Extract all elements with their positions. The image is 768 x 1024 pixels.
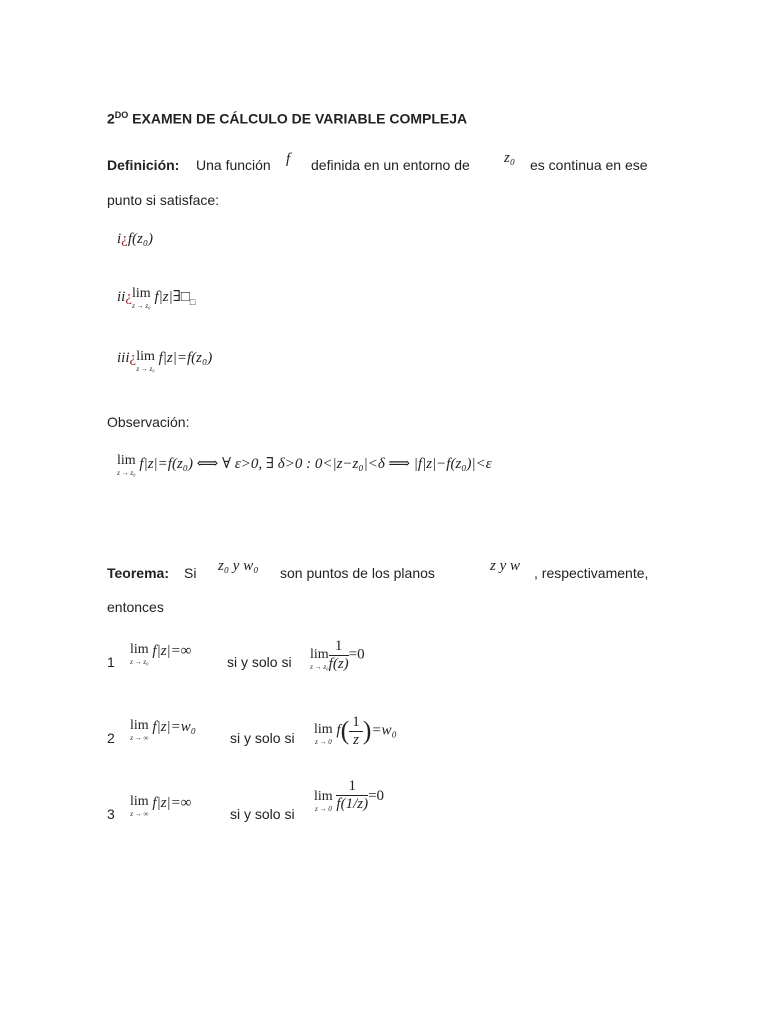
definition-z0: z₀ xyxy=(504,150,516,166)
item-number: 2 xyxy=(107,730,115,746)
item-1-iff: si y solo si xyxy=(227,654,292,670)
observation-formula: lim z → z₀ f|z|=f(z₀) ⟺ ∀ ε>0, ∃ δ>0 : 0<|z−z₀|<δ ⟹ |f|z|−f(z₀)|<ε xyxy=(117,453,492,477)
theorem-label: Teorema: xyxy=(107,565,169,581)
definition-label: Definición: xyxy=(107,157,180,173)
theorem-text-2: son puntos de los planos xyxy=(280,565,435,581)
item-3-rhs: lim z → 0 $\frac{1}{f(1/z)}$ =0 xyxy=(314,778,385,813)
theorem-text-3: , respectivamente, xyxy=(534,565,649,581)
item-1-lhs: lim z → z₀ f|z|=∞ xyxy=(130,642,192,666)
definition-text-4: punto si satisface: xyxy=(107,192,220,208)
item-3-iff: si y solo si xyxy=(230,806,295,822)
condition-iii: iii¿ lim z → z₀ f|z|=f(z₀) xyxy=(117,349,213,373)
definition-text-1: Una función xyxy=(196,157,271,173)
theorem-planes: z y w xyxy=(490,558,520,574)
item-2-rhs: lim z → 0 f( $\frac{1}{z}$ )=w₀ xyxy=(314,714,397,748)
item-number: 3 xyxy=(107,806,115,822)
item-1-rhs: lim z → z₀ $\frac{1}{f(z)}$ =0 xyxy=(310,638,365,672)
page-title xyxy=(107,110,467,127)
item-2-lhs: lim z → ∞ f|z|=w₀ xyxy=(130,718,197,742)
definition-text-2: definida en un entorno de xyxy=(311,157,470,173)
condition-ii: ii¿ lim z → z₀ $f|z|\exists□_□$ xyxy=(117,286,196,310)
definition-text-3: es continua en ese xyxy=(530,157,648,173)
theorem-points: z₀ y w₀ xyxy=(218,558,259,574)
title-superscript: DO xyxy=(114,110,129,120)
condition-i: i¿f(z₀) xyxy=(117,231,154,247)
item-2-iff: si y solo si xyxy=(230,730,295,746)
title-text: EXAMEN DE CÁLCULO DE VARIABLE COMPLEJA xyxy=(128,110,468,127)
theorem-text-4: entonces xyxy=(107,599,164,615)
theorem-text-1: Si xyxy=(184,565,197,581)
item-number: 1 xyxy=(107,654,115,670)
observation-label: Observación: xyxy=(107,414,190,430)
definition-f: f xyxy=(286,151,291,167)
item-3-lhs: lim z → ∞ f|z|=∞ xyxy=(130,794,192,818)
title-number: 2 xyxy=(107,110,115,127)
